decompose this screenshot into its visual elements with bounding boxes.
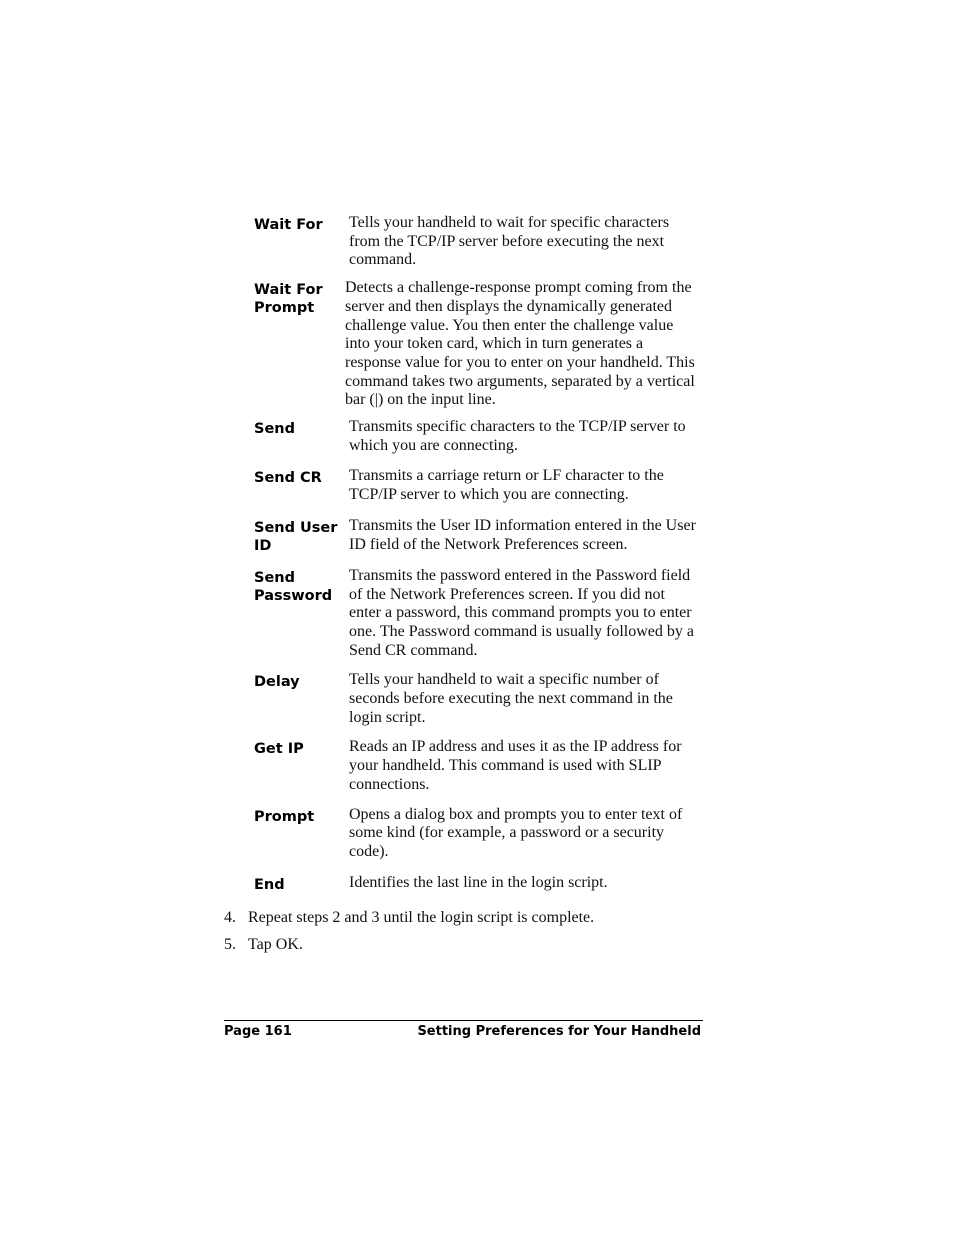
command-description: Transmits a carriage return or LF character to the TCP/IP server to which you are connecting. — [349, 467, 664, 504]
command-term: Send — [254, 421, 295, 438]
command-term: Send User ID — [254, 519, 338, 554]
command-term: End — [254, 876, 285, 893]
command-row-send-cr — [254, 467, 704, 504]
command-description: Detects a challenge-response prompt coming from the server and then displays the dynamically generated challenge value. You then enter the challenge value into your token card, which in turn generates a response value for you to enter on your handheld. This command takes two arguments, separated by a vertical bar (|) on the input line. — [345, 279, 695, 409]
command-term: Delay — [254, 674, 300, 691]
step-number: 4. — [224, 909, 236, 926]
command-description: Transmits specific characters to the TCP/IP server to which you are connecting. — [349, 418, 686, 454]
section-title: Setting Preferences for Your Handheld — [417, 1024, 701, 1039]
command-list — [254, 214, 704, 894]
command-row-delay — [254, 671, 704, 727]
step-number: 5. — [224, 936, 236, 953]
command-term: Wait For — [254, 217, 323, 233]
command-term: Get IP — [254, 741, 304, 758]
command-row-send — [254, 418, 704, 455]
command-row-end — [254, 874, 704, 894]
step-text: Repeat steps 2 and 3 until the login script is complete. — [248, 909, 595, 926]
command-row-send-user-id — [254, 517, 704, 555]
command-description: Identifies the last line in the login script. — [349, 873, 608, 891]
command-description: Tells your handheld to wait for specific characters from the TCP/IP server before executing the next command. — [349, 214, 670, 269]
step-item — [224, 908, 704, 927]
command-description: Opens a dialog box and prompts you to enter text of some kind (for example, a password or a security code). — [349, 805, 683, 860]
command-description: Transmits the User ID information entered in the User ID field of the Network Preferences screen. — [349, 516, 696, 553]
footer-divider — [224, 1020, 703, 1021]
command-term: Send Password — [254, 569, 333, 604]
command-description: Tells your handheld to wait a specific number of seconds before executing the next command in the login script. — [349, 671, 673, 726]
command-description: Reads an IP address and uses it as the IP address for your handheld. This command is used with SLIP connections. — [349, 738, 682, 793]
page-footer — [224, 1024, 701, 1040]
command-term: Send CR — [254, 470, 322, 487]
command-row-get-ip — [254, 738, 704, 794]
step-text: Tap OK. — [248, 936, 303, 953]
command-description: Transmits the password entered in the Password field of the Network Preferences screen. If you did not enter a password, this command prompts you to enter one. The Password command is usually followed by a Send CR command. — [349, 566, 694, 659]
command-row-send-password — [254, 567, 704, 661]
page-number: Page 161 — [224, 1024, 292, 1039]
step-item — [224, 935, 704, 954]
numbered-steps — [224, 908, 704, 962]
command-row-prompt — [254, 806, 704, 862]
command-term: Wait For Prompt — [254, 282, 323, 317]
command-row-wait-for — [254, 214, 704, 270]
command-row-wait-for-prompt — [254, 279, 704, 410]
command-term: Prompt — [254, 808, 315, 825]
